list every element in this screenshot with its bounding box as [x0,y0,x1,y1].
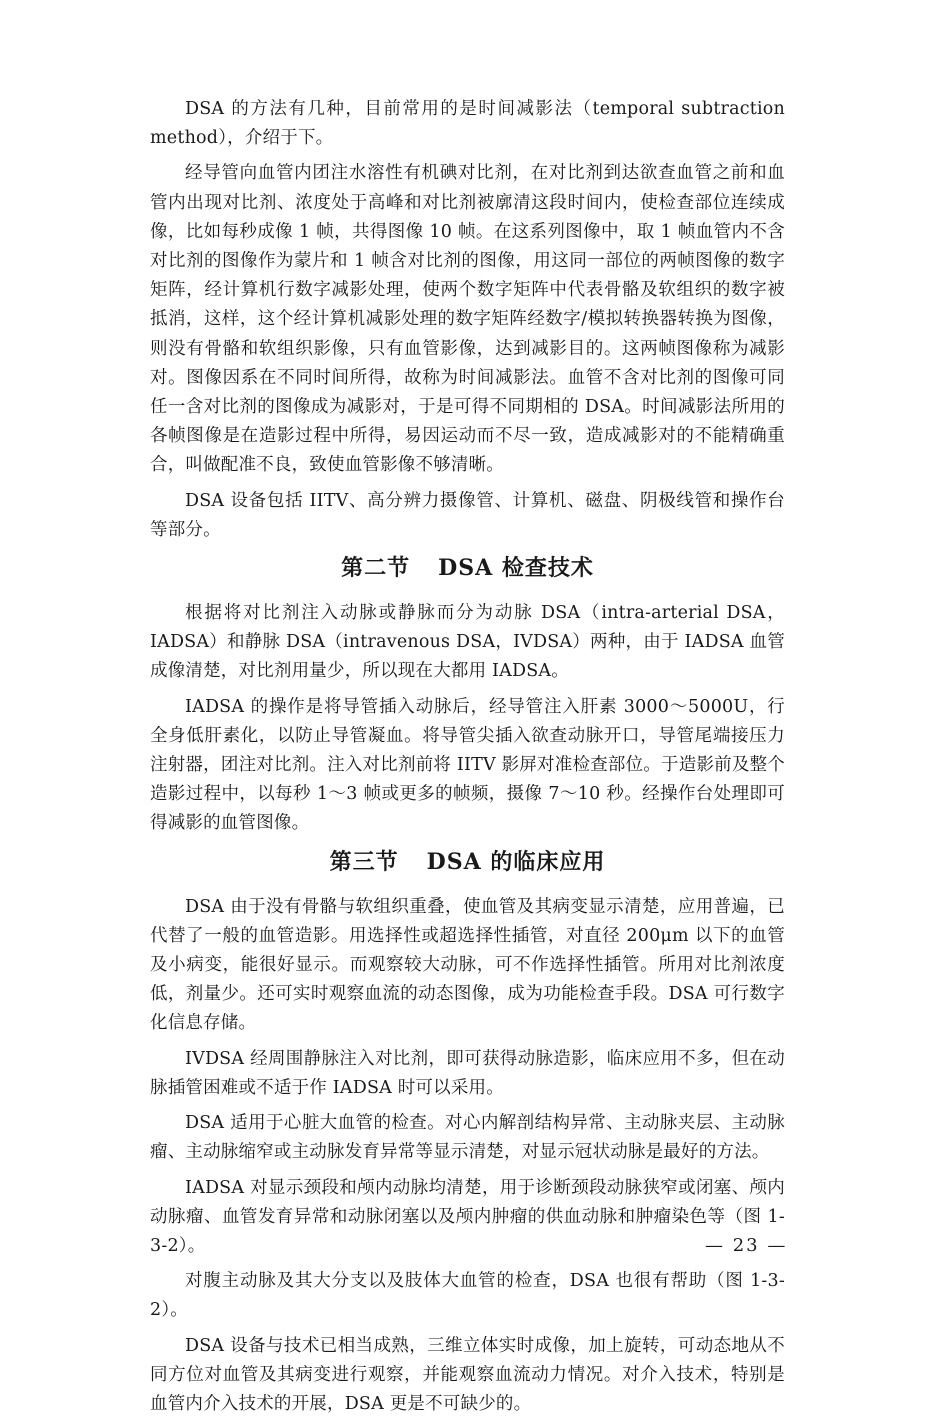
paragraph: DSA 的方法有几种，目前常用的是时间减影法（temporal subtraction method），介绍于下。 [150,99,785,149]
paragraph: 根据将对比剂注入动脉或静脉而分为动脉 DSA（intra-arterial DSA，IADSA）和静脉 DSA（intravenous DSA，IVDSA）两种，由于 IADSA 血管成像清楚，对比剂用量少，所以现在大都用 IADSA。 [150,603,785,682]
section-title: DSA 检查技术 [438,555,594,582]
paragraph: DSA 由于没有骨骼与软组织重叠，使血管及其病变显示清楚，应用普遍，已代替了一般的血管造影。用选择性或超选择性插管，对直径 200μm 以下的血管及小病变，能很好显示。而观察较大动脉，可不作选择性插管。所用对比剂浓度低，剂量少。还可实时观察血流的动态图像，成为功能检查手段。DSA 可行数字化信息存储。 [150,896,785,1034]
paragraph: DSA 适用于心脏大血管的检查。对心内解剖结构异常、主动脉夹层、主动脉瘤、主动脉缩窄或主动脉发育异常等显示清楚，对显示冠状动脉是最好的方法。 [150,1113,785,1163]
section-number: 第二节 [341,555,411,582]
paragraph: IVDSA 经周围静脉注入对比剂，即可获得动脉造影，临床应用不多，但在动脉插管困难或不适于作 IADSA 时可以采用。 [150,1048,785,1098]
section-number: 第三节 [329,848,399,875]
page-body [150,95,788,1425]
paragraph: 对腹主动脉及其大分支以及肢体大血管的检查，DSA 也很有帮助（图 1-3-2）。 [150,1271,785,1321]
paragraph: IADSA 的操作是将导管插入动脉后，经导管注入肝素 3000～5000U，行全身低肝素化，以防止导管凝血。将导管尖插入欲查动脉开口，导管尾端接压力注射器，团注对比剂。注入对比剂前将 IITV 影屏对准检查部位。于造影前及整个造影过程中，以每秒 1～3 帧或更多的帧频，摄像 7～10 秒。经操作台处理即可得减影的血管图像。 [150,696,785,834]
section-title: DSA 的临床应用 [426,848,606,875]
section-heading [150,551,785,585]
section-heading [150,845,785,879]
page-number: — 23 — [705,1235,788,1256]
paragraph: 经导管向血管内团注水溶性有机碘对比剂，在对比剂到达欲查血管之前和血管内出现对比剂、浓度处于高峰和对比剂被廓清这段时间内，使检查部位连续成像，比如每秒成像 1 帧，共得图像 10 帧。在这系列图像中，取 1 帧血管内不含对比剂的图像作为蒙片和 1 帧含对比剂的图像，用这同一部位的两帧图像的数字矩阵，经计算机行数字减影处理，使两个数字矩阵中代表骨骼及软组织的数字被抵消，这样，这个经计算机减影处理的数字矩阵经数字/模拟转换器转换为图像，则没有骨骼和软组织影像，只有血管影像，达到减影目的。这两帧图像称为减影对。图像因系在不同时间所得，故称为时间减影法。血管不含对比剂的图像可同任一含对比剂的图像成为减影对，于是可得不同期相的 DSA。时间减影法所用的各帧图像是在造影过程中所得，易因运动而不尽一致，造成减影对的不能精确重合，叫做配准不良，致使血管影像不够清晰。 [150,163,785,476]
paragraph: DSA 设备与技术已相当成熟，三维立体实时成像，加上旋转，可动态地从不同方位对血管及其病变进行观察，并能观察血流动力情况。对介入技术，特别是血管内介入技术的开展，DSA 更是不可缺少的。 [150,1335,785,1414]
paragraph: IADSA 对显示颈段和颅内动脉均清楚，用于诊断颈段动脉狭窄或闭塞、颅内动脉瘤、血管发育异常和动脉闭塞以及颅内肿瘤的供血动脉和肿瘤染色等（图 1-3-2）。 [150,1177,785,1256]
paragraph: DSA 设备包括 IITV、高分辨力摄像管、计算机、磁盘、阴极线管和操作台等部分。 [150,490,785,540]
